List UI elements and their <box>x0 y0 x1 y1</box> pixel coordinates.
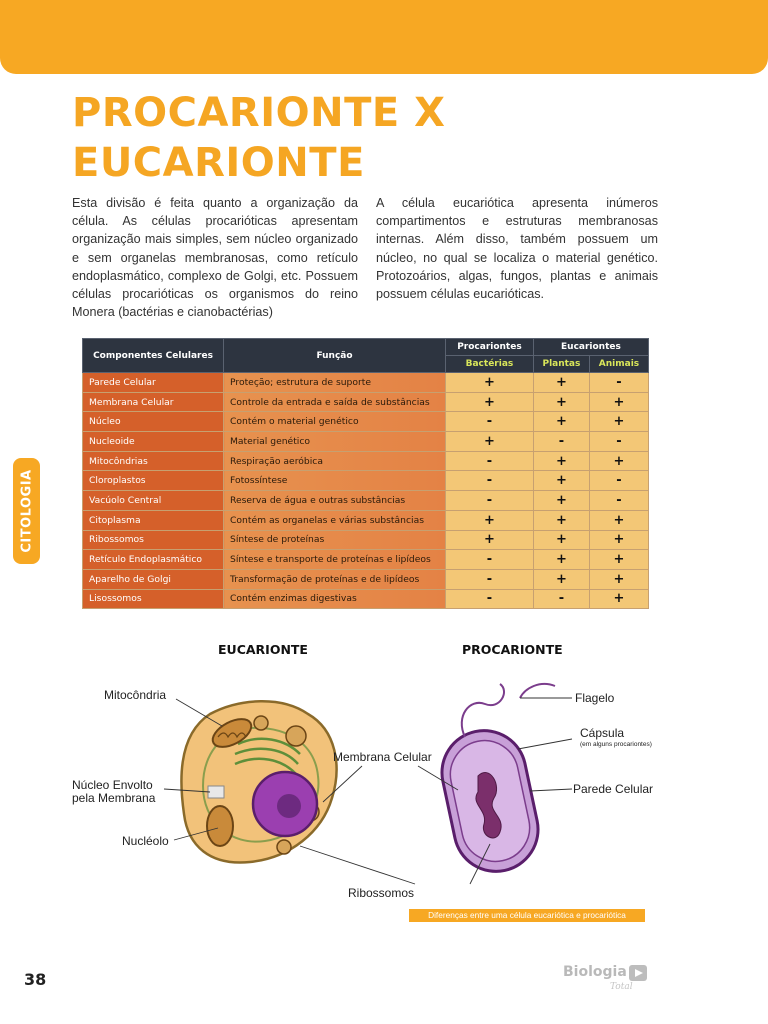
cell-function: Síntese de proteínas <box>224 530 446 550</box>
cell-animals: + <box>589 530 648 550</box>
label-capsule: Cápsula <box>580 726 625 740</box>
section-tab <box>13 458 40 564</box>
label-flagellum: Flagelo <box>575 691 615 705</box>
label-cell-wall: Parede Celular <box>573 782 654 796</box>
cell-animals: + <box>589 550 648 570</box>
cell-bacteria: - <box>446 569 534 589</box>
table-row <box>83 432 649 452</box>
cell-plants: + <box>533 471 589 491</box>
label-ribosomes: Ribossomos <box>348 886 415 900</box>
cell-plants: + <box>533 530 589 550</box>
section-tab-label: CITOLOGIA <box>19 469 34 553</box>
intro-paragraph-right: A célula eucariótica apresenta inúmeros compartimentos e estruturas membranosas internas. Além disso, também possuem um núcleo, no qual se localiza o material genético. Protozoários, algas, fungos, plantas e animais possuem células eucarióticas. <box>376 196 658 302</box>
label-mitochondria: Mitocôndria <box>104 688 167 702</box>
label-cell-membrane: Membrana Celular <box>333 750 432 764</box>
header-function: Função <box>224 339 446 373</box>
cell-component: Cloroplastos <box>83 471 224 491</box>
label-nucleolus: Nucléolo <box>122 834 169 848</box>
cell-function: Proteção; estrutura de suporte <box>224 373 446 393</box>
cell-plants: + <box>533 510 589 530</box>
cell-bacteria: + <box>446 432 534 452</box>
cell-component: Mitocôndrias <box>83 451 224 471</box>
cell-component: Nucleoide <box>83 432 224 452</box>
cell-animals: - <box>589 373 648 393</box>
play-icon <box>629 965 647 981</box>
cell-function: Contém o material genético <box>224 412 446 432</box>
brand-logo-text: Biologia <box>563 964 627 980</box>
cell-plants: + <box>533 550 589 570</box>
brand-logo-subtext: Total <box>610 982 633 992</box>
header-prokaryotes: Procariontes <box>446 339 534 356</box>
cell-function: Material genético <box>224 432 446 452</box>
cell-bacteria: - <box>446 412 534 432</box>
cell-plants: + <box>533 569 589 589</box>
header-eukaryotes: Eucariontes <box>533 339 648 356</box>
cell-function: Contém as organelas e várias substâncias <box>224 510 446 530</box>
cell-bacteria: + <box>446 373 534 393</box>
cell-animals: + <box>589 412 648 432</box>
cell-animals: + <box>589 392 648 412</box>
cell-plants: + <box>533 373 589 393</box>
cell-animals: + <box>589 569 648 589</box>
cell-bacteria: - <box>446 550 534 570</box>
cell-bacteria: - <box>446 589 534 609</box>
cell-animals: + <box>589 589 648 609</box>
title-line-1: PROCARIONTE X <box>72 90 446 136</box>
comparison-table <box>82 338 649 609</box>
cell-function: Contém enzimas digestivas <box>224 589 446 609</box>
page-number: 38 <box>24 970 47 989</box>
table-row <box>83 412 649 432</box>
cell-function: Controle da entrada e saída de substâncias <box>224 392 446 412</box>
label-nucleus-line-1: Núcleo Envolto <box>72 778 153 792</box>
eukaryote-title: EUCARIONTE <box>218 642 308 657</box>
cell-plants: + <box>533 451 589 471</box>
cell-component: Aparelho de Golgi <box>83 569 224 589</box>
cell-component: Vacúolo Central <box>83 491 224 511</box>
title-line-2: EUCARIONTE <box>72 140 365 186</box>
cell-component: Retículo Endoplasmático <box>83 550 224 570</box>
cell-component: Citoplasma <box>83 510 224 530</box>
cell-function: Transformação de proteínas e de lipídeos <box>224 569 446 589</box>
table-body <box>83 373 649 609</box>
cell-plants: - <box>533 432 589 452</box>
cell-bacteria: + <box>446 392 534 412</box>
cell-bacteria: - <box>446 451 534 471</box>
header-plants: Plantas <box>533 356 589 373</box>
header-animals: Animais <box>589 356 648 373</box>
intro-paragraph-left: Esta divisão é feita quanto a organização da célula. As células procarióticas apresentam organização mais simples, sem núcleo organizado e sem organelas membranosas, como retículo endoplasmático, complexo de Golgi, etc. Possuem células procarióticas os organismos do reino Monera (bactérias e cianobactérias) <box>72 196 358 320</box>
cell-bacteria: - <box>446 471 534 491</box>
cell-animals: - <box>589 432 648 452</box>
table-row <box>83 392 649 412</box>
cell-function: Reserva de água e outras substâncias <box>224 491 446 511</box>
figure-caption: Diferenças entre uma célula eucariótica e procariótica <box>409 909 645 922</box>
cell-diagram <box>60 636 670 936</box>
cell-function: Síntese e transporte de proteínas e lipídeos <box>224 550 446 570</box>
header-component: Componentes Celulares <box>83 339 224 373</box>
cell-bacteria: + <box>446 510 534 530</box>
header-bacteria: Bactérias <box>446 356 534 373</box>
cell-component: Ribossomos <box>83 530 224 550</box>
cell-animals: - <box>589 471 648 491</box>
cell-plants: + <box>533 491 589 511</box>
cell-animals: + <box>589 451 648 471</box>
cell-function: Fotossíntese <box>224 471 446 491</box>
cell-animals: + <box>589 510 648 530</box>
cell-function: Respiração aeróbica <box>224 451 446 471</box>
table-row <box>83 451 649 471</box>
cell-component: Parede Celular <box>83 373 224 393</box>
table-row <box>83 471 649 491</box>
cell-plants: + <box>533 392 589 412</box>
cell-plants: + <box>533 412 589 432</box>
cell-bacteria: - <box>446 491 534 511</box>
cell-plants: - <box>533 589 589 609</box>
table-row <box>83 569 649 589</box>
page-title <box>72 88 592 188</box>
eukaryotic-cell-drawing <box>181 701 336 862</box>
table-row <box>83 510 649 530</box>
cell-animals: - <box>589 491 648 511</box>
cell-component: Núcleo <box>83 412 224 432</box>
table-row <box>83 530 649 550</box>
top-header-band <box>0 0 768 74</box>
cell-bacteria: + <box>446 530 534 550</box>
table-row <box>83 550 649 570</box>
table-row <box>83 589 649 609</box>
cell-component: Membrana Celular <box>83 392 224 412</box>
label-capsule-note: (em alguns procariontes) <box>580 741 652 748</box>
cell-component: Lisossomos <box>83 589 224 609</box>
prokaryote-title: PROCARIONTE <box>462 642 563 657</box>
table-row <box>83 373 649 393</box>
prokaryotic-cell-drawing <box>434 684 555 879</box>
table-row <box>83 491 649 511</box>
label-nucleus-line-2: pela Membrana <box>72 791 156 805</box>
